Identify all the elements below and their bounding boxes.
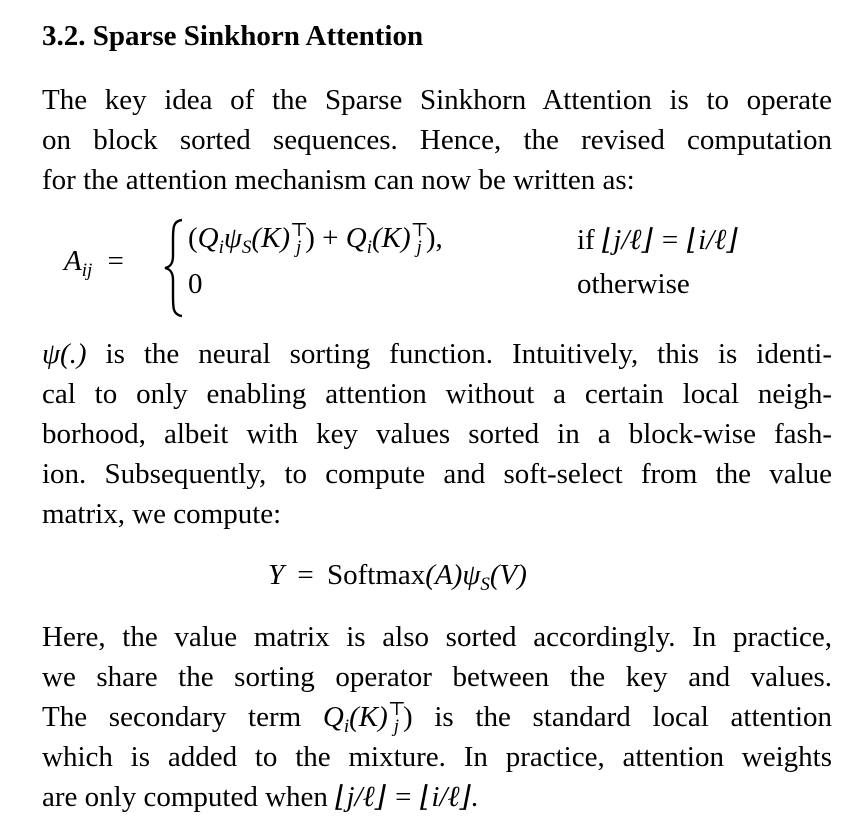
- paragraph-line: on block sorted sequences. Hence, the revised computation: [42, 124, 832, 156]
- case-1-expression: ($Q_i\psi_S(K)^⊤_j$ ) + $Q_i(K)^⊤_j$ ),: [188, 220, 443, 258]
- paragraph-line: ψ(.) is the neural sorting function. Intuitively, this is identi-: [42, 338, 833, 370]
- left-brace-icon: [162, 218, 186, 318]
- paragraph-value-matrix: [42, 617, 832, 817]
- paragraph-line: borhood, albeit with key values sorted in a block-wise fash-: [42, 418, 832, 450]
- case-1-condition: if ⌊j/ℓ⌋ = ⌊i/ℓ⌋: [577, 224, 738, 256]
- section-heading: 3.2. Sparse Sinkhorn Attention: [42, 20, 424, 52]
- paragraph-line: we share the sorting operator between the key and values.: [42, 661, 832, 693]
- paragraph-intro: [42, 80, 832, 200]
- case-2-expression: 0: [188, 268, 203, 300]
- paragraph-line: Here, the value matrix is also sorted accordingly. In practice,: [42, 621, 832, 653]
- paragraph-line: which is added to the mixture. In practice, attention weights: [42, 741, 832, 773]
- paragraph-line: for the attention mechanism can now be written as:: [42, 164, 635, 196]
- case-2-condition: otherwise: [577, 268, 690, 300]
- paragraph-line: The key idea of the Sparse Sinkhorn Attention is to operate: [42, 84, 832, 116]
- equation-lhs: $A_{ij}$ =: [64, 245, 124, 281]
- paragraph-sorting: [42, 334, 832, 534]
- paragraph-line: The secondary term $Q_i(K)^⊤_j$ ) is the standard local attention: [42, 699, 832, 737]
- paragraph-line: ion. Subsequently, to compute and soft-select from the value: [42, 458, 832, 490]
- paragraph-line: cal to only enabling attention without a certain local neigh-: [42, 378, 832, 410]
- paragraph-line: are only computed when ⌊j/ℓ⌋ = ⌊i/ℓ⌋.: [42, 781, 479, 813]
- equation-softmax: $Y = Softmax(A)\psi_S(V)$: [268, 559, 527, 595]
- paragraph-line: matrix, we compute:: [42, 498, 282, 530]
- equation-attention-cases: [64, 212, 824, 320]
